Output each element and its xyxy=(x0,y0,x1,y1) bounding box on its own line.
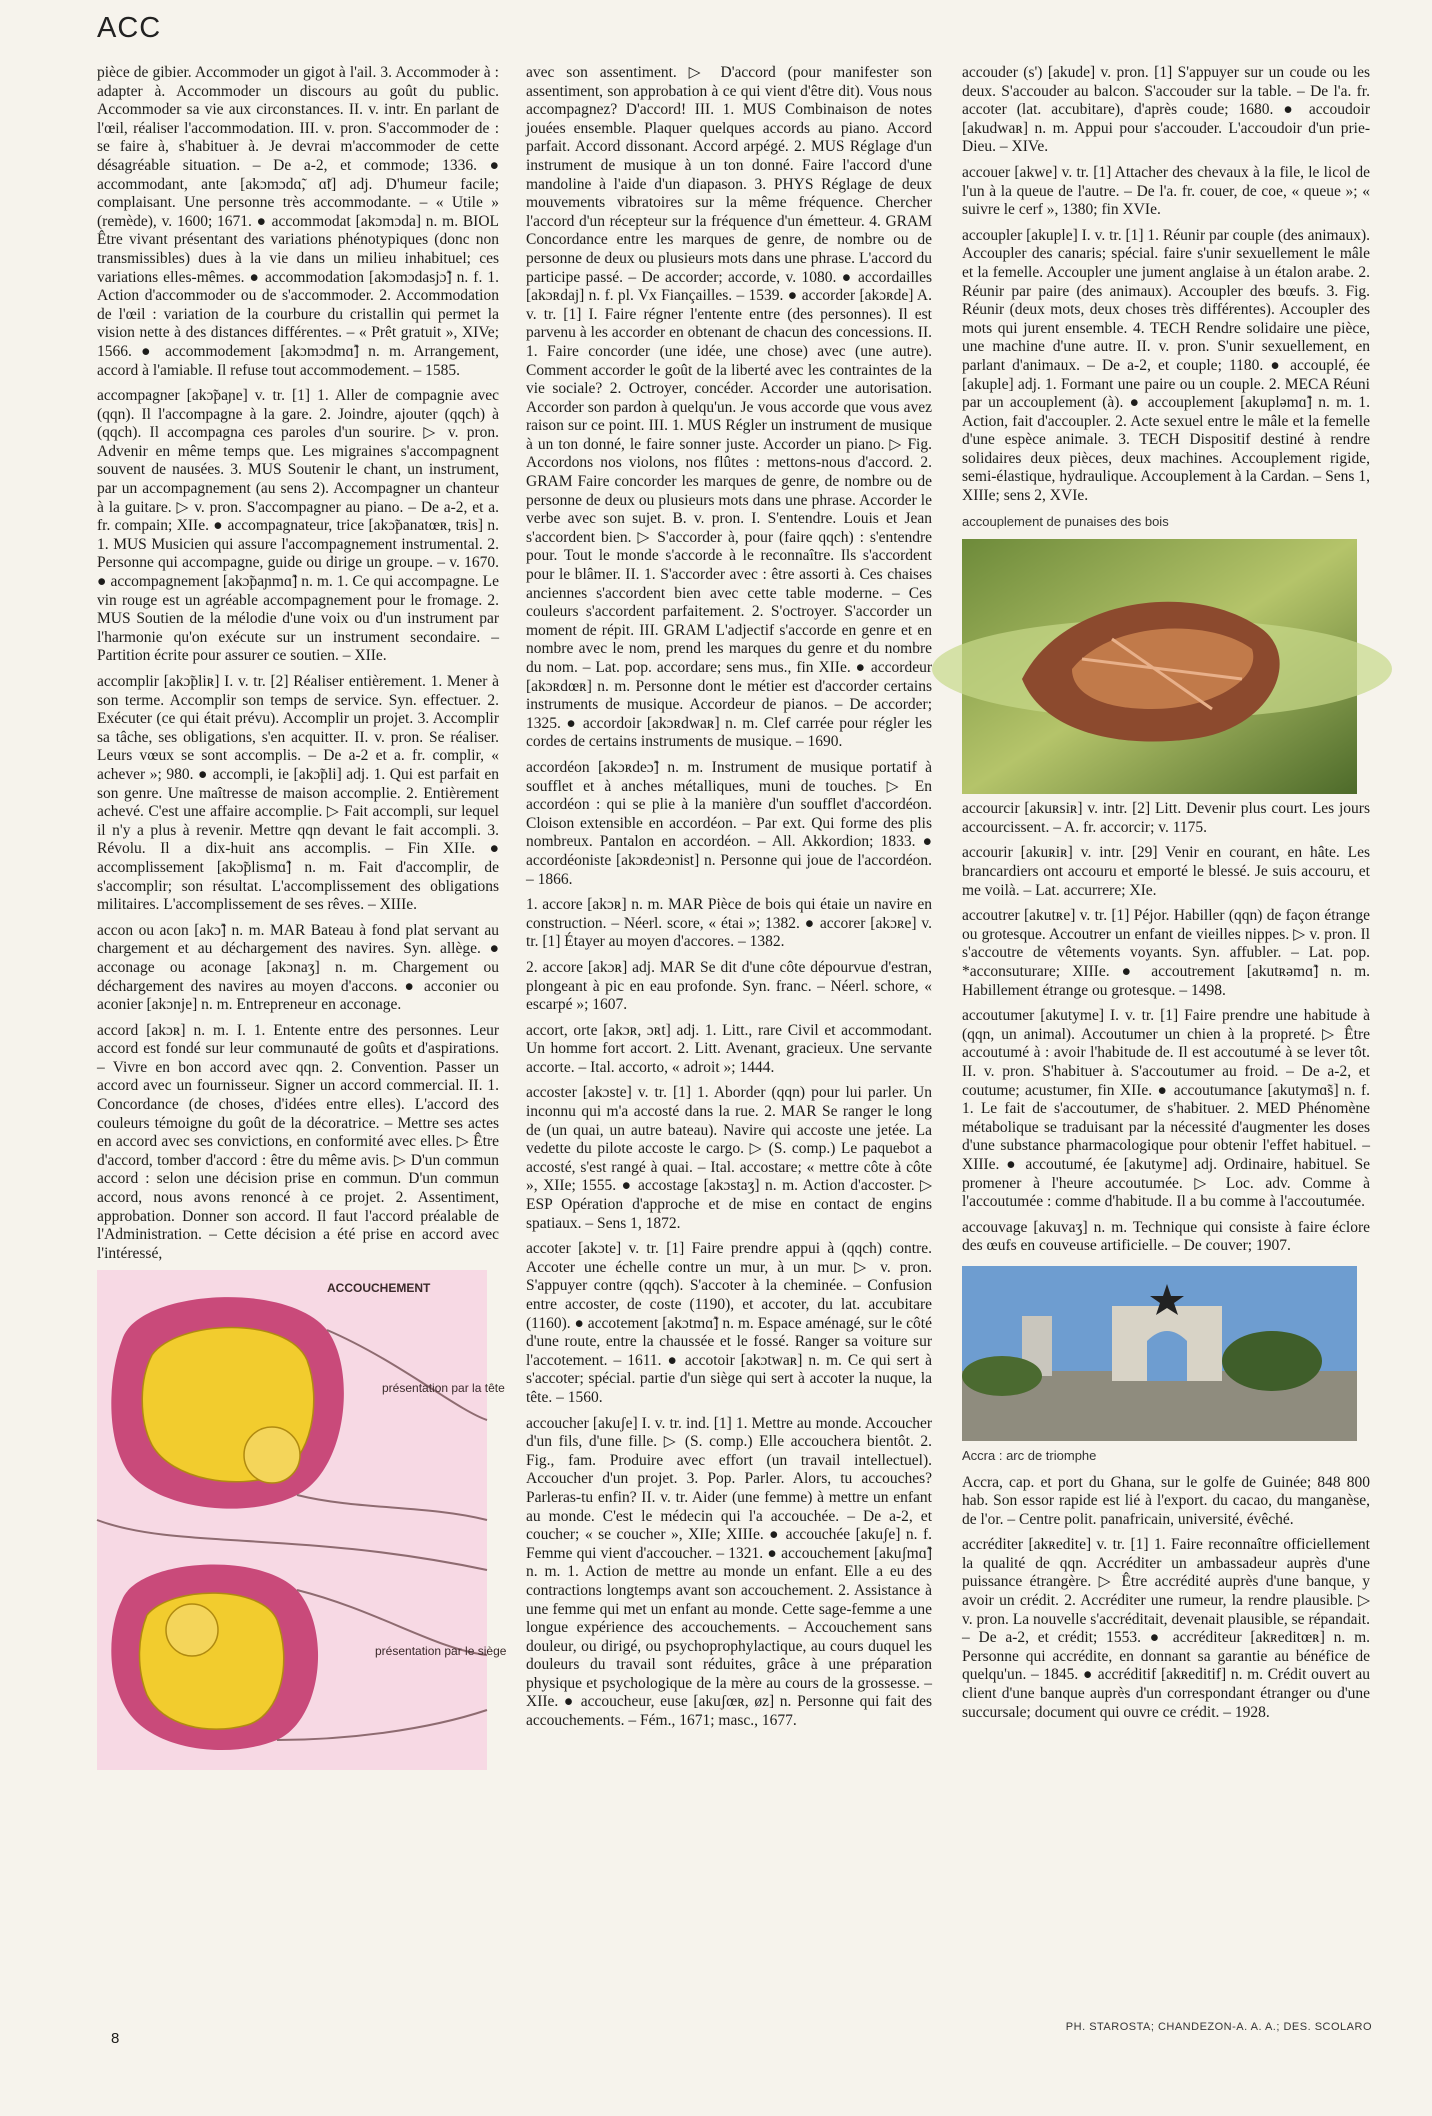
photo-credits: PH. STAROSTA; CHANDEZON-A. A. A.; DES. SCOLARO xyxy=(1065,2021,1372,2033)
entry-accoter: accoter [akɔte] v. tr. [1] Faire prendre appui à (qqch) contre. Accoter une échelle contre un mur, à un mur. ▷ v. pron. S'appuyer contre (qqch). S'accoter à la cheminée. – Confusion entre accoster, de coste (1190), et accoter, du lat. accubitare (1160). ● accotement [akɔtmɑ̃] n. m. Espace aménagé, sur le côté d'une route, entre la chaussée et le fossé. Ranger sa voiture sur l'accotement. – 1611. ● accotoir [akɔtwaʀ] n. m. Ce qui sert à s'accoter; spécial. partie d'un siège qui sert à accoter la nuque, la tête. – 1560. xyxy=(526,1240,932,1406)
fetus-head-upper xyxy=(244,1427,300,1483)
entry-accordeon: accordéon [akɔʀdeɔ̃] n. m. Instrument de musique portatif à soufflet et à anches métalliques, muni de touches. ▷ En accordéon : qui se plie à la manière d'un soufflet d'accordéon. Cloison extensible en accordéon. – Par ext. Qui forme des plis nombreux. Pantalon en accordéon. – All. Akkordion; 1833. ● accordéoniste [akɔʀdeɔnist] n. Personne qui joue de l'accordéon. – 1866. xyxy=(526,758,932,888)
entry-accomplir: accomplir [akɔ̃pliʀ] I. v. tr. [2] Réaliser entièrement. 1. Mener à son terme. Accomplir son temps de service. Syn. effectuer. 2. Exécuter (ce qui était prévu). Accomplir un projet. 3. Accomplir sa tâche, ses obligations, s'en acquitter. II. v. pron. Se réaliser. Leurs vœux se sont accomplis. – De a-2 et a. fr. complir, « achever »; 980. ● accompli, ie [akɔ̃pli] adj. 1. Qui est parfait en son genre. Une maîtresse de maison accomplie. 2. Entièrement achevé. C'est une affaire accomplie. ▷ Fait accompli, sur lequel il n'y a plus à revenir. Mettre qqn devant le fait accompli. 3. Révolu. Il a dix-huit ans accomplis. – Fin XIIe. ● accomplissement [akɔ̃plismɑ̃] n. m. Fait d'accomplir, de s'accomplir; son résultat. L'accomplissement des obligations militaires. L'accomplissement de ses rêves. – XIIIe. xyxy=(97,673,499,914)
column-1 xyxy=(97,64,507,1776)
page-header: ACC xyxy=(97,12,162,44)
entry-accommoder-cont: pièce de gibier. Accommoder un gigot à l'ail. 3. Accommoder à : adapter à. Accommoder un discours au goût du public. Accommoder sa vie aux circonstances. II. v. intr. En parlant de l'œil, réaliser l'accommodation. III. v. pron. S'accommoder de : se faire à, s'habituer à. Je devrai m'accommoder de cette désagréable situation. – De a-2, et commode; 1336. ● accommodant, ante [akɔmɔdɑ̃, ɑ̃t] adj. D'humeur facile; complaisant. Une personne très accommodante. – « Utile » (remède), v. 1600; 1671. ● accommodat [akɔmɔda] n. m. BIOL Être vivant présentant des variations phénotypiques (donc non transmissibles) dues à la vie dans un milieu inhabituel; ces variations elles-mêmes. ● accommodation [akɔmɔdasjɔ̃] n. f. 1. Action d'accommoder ou de s'accommoder. 2. Accommodation de l'œil : variation de la courbure du cristallin qui permet la vision nette à des distances différentes. – « Prêt gratuit », XIVe; 1566. ● accommodement [akɔmɔdmɑ̃] n. m. Arrangement, accord à l'amiable. Il refuse tout accommodement. – 1585. xyxy=(97,64,499,379)
entry-accouvage: accouvage [akuvaʒ] n. m. Technique qui consiste à faire éclore des œufs en couveuse artificielle. – De couver; 1907. xyxy=(962,1218,1370,1255)
entry-accort: accort, orte [akɔʀ, ɔʀt] adj. 1. Litt., rare Civil et accommodant. Un homme fort accort. 2. Litt. Avenant, gracieux. Une servante accorte. – Ital. accorto, « adroit »; 1444. xyxy=(526,1021,932,1076)
entry-accrediter: accréditer [akʀedite] v. tr. [1] 1. Faire reconnaître officiellement la qualité de qqn. Accréditer un ambassadeur auprès d'une puissance étrangère. ▷ Être accrédité auprès d'une banque, y avoir un crédit. 2. Accréditer une rumeur, la rendre plausible. ▷ v. pron. La nouvelle s'accréditait, devenait plausible, se répandait. – De a-2, et crédit; 1553. ● accréditeur [akʀeditœʀ] n. m. Personne qui accrédite, en donnant sa garantie au bénéfice de quelqu'un. – 1845. ● accréditif [akʀeditif] n. m. Crédit ouvert au client d'une banque auprès d'un correspondant étranger ou d'une succursale; document qui ouvre ce crédit. – 1928. xyxy=(962,1536,1370,1721)
childbirth-illustration xyxy=(97,1270,507,1770)
figure-accouchement xyxy=(97,1270,507,1770)
entry-accore-2: 2. accore [akɔʀ] adj. MAR Se dit d'une côte dépourvue d'estran, plongeant à pic en eau profonde. Syn. franc. – Néerl. schore, « escarpé »; 1607. xyxy=(526,958,932,1014)
entry-accoutumer: accoutumer [akutyme] I. v. tr. [1] Faire prendre une habitude à (qqn, un animal). Accoutumer un chien à la propreté. ▷ Être accoutumé à : avoir l'habitude de. Il est accoutumé à se lever tôt. II. v. pron. S'habituer à. S'accoutumer au froid. – De a-2, et coutume; acustumer, fin XIIe. ● accoutumance [akutymɑ̃s] n. f. 1. Le fait de s'accoutumer, de s'habituer. 2. MED Phénomène métabolique se traduisant par la nécessité d'augmenter les doses d'une substance pharmacologique pour obtenir l'effet habituel. – XIIIe. ● accoutumé, ée [akutyme] adj. Ordinaire, habituel. Se promener à l'heure accoutumée. ▷ Loc. adv. Comme à l'accoutumée : comme d'habitude. Il a bu comme à l'accoutumée. xyxy=(962,1007,1370,1211)
fetus-head-lower xyxy=(166,1604,218,1656)
label-breech-presentation: présentation par le siège xyxy=(375,1644,507,1659)
entry-accord-cont: avec son assentiment. ▷ D'accord (pour manifester son assentiment, son approbation à ce qui vient d'être dit). Vous nous accompagnez? D'accord! III. 1. MUS Combinaison de notes jouées ensemble. Plaquer quelques accords au piano. Accord parfait. Accord dissonant. Accord arpégé. 2. MUS Réglage d'un instrument de musique à un ton donné. Faire l'accord d'une mandoline à l'aide d'un diapason. 3. PHYS Réglage de deux mouvements vibratoires sur la même fréquence. Chercher l'accord d'un récepteur sur la fréquence d'un émetteur. 4. GRAM Concordance entre les marques de genre, de nombre ou de personne de deux ou plusieurs mots dans une phrase. L'accord du participe passé. – De accorder; accorde, v. 1080. ● accordailles [akɔʀdaj] n. f. pl. Vx Fiançailles. – 1539. ● accorder [akɔʀde] A. v. tr. [1] I. Faire régner l'entente entre (des personnes). Il est parvenu à les accorder en obtenant de chacun des concessions. II. 1. Faire concorder (une idée, une chose) avec (une autre). Comment accorder le goût de la liberté avec les contraintes de la vie sociale? 2. Octroyer, concéder. Accorder une autorisation. Accorder son pardon à quelqu'un. Je vous accorde que vous avez raison sur ce point. III. 1. MUS Régler un instrument de musique à un ton donné, le faire sonner juste. Accorder un piano. ▷ Fig. Accordons nos violons, nos flûtes : mettons-nous d'accord. 2. GRAM Faire concorder les marques de genre, de nombre ou de personne de deux ou plusieurs mots dans une phrase. Accorder le verbe avec son sujet. B. v. pron. I. S'entendre. Louis et Jean s'accordent bien. ▷ S'accorder à, pour (faire qqch) : s'entendre pour. Tout le monde s'accorde à le reconnaître. Ils s'accordent pour le blâmer. II. 1. S'accorder avec : être assorti à. Ces chaises anciennes s'accordent bien avec cette table moderne. – Ces couleurs s'accordent parfaitement. 2. S'octroyer. S'accorder un moment de répit. III. GRAM L'adjectif s'accorde en genre et en nombre avec le nom, prend les marques du genre et du nombre du nom. – Lat. pop. accordare; sens mus., fin XIIe. ● accordeur [akɔʀdœʀ] n. m. Personne dont le métier est d'accorder certains instruments de musique. Accordeur de pianos. – De accorder; 1325. ● accordoir [akɔʀdwaʀ] n. m. Clef carrée pour régler les cordes de certains instruments de musique. – 1690. xyxy=(526,64,932,751)
entry-accourcir: accourcir [akuʀsiʀ] v. intr. [2] Litt. Devenir plus court. Les jours accourcissent. – A. fr. accorcir; v. 1175. xyxy=(962,800,1370,836)
entry-accourir: accourir [akuʀiʀ] v. intr. [29] Venir en courant, en hâte. Les brancardiers ont accouru et emporté le blessé. Je suis accouru, et me voilà. – Lat. accurrere; XIe. xyxy=(962,844,1370,899)
entry-accord: accord [akɔʀ] n. m. I. 1. Entente entre des personnes. Leur accord est fondé sur leur communauté de goûts et d'aspirations. – Vivre en bon accord avec qqn. 2. Convention. Passer un accord avec un fournisseur. Signer un accord commercial. II. 1. Concordance (de choses, d'idées entre elles). L'accord des couleurs témoigne du goût de la décoratrice. – Mettre ses actes en accord avec ses convictions, en conformité avec elles. ▷ Être d'accord, tomber d'accord : être du même avis. ▷ D'un commun accord : selon une décision prise en commun. D'un commun accord, nous avons renoncé à ce projet. 2. Assentiment, approbation. Donner son accord. Il faut l'accord préalable de l'Administration. – Cette décision a été prise en accord avec l'intéressé, xyxy=(97,1021,499,1262)
entry-accon: accon ou acon [akɔ̃] n. m. MAR Bateau à fond plat servant au chargement et au déchargement des navires. Syn. allège. ● acconage ou aconage [akɔnaʒ] n. m. Chargement ou déchargement des navires au moyen d'accons. ● acconier ou aconier [akɔnje] n. m. Entrepreneur en acconage. xyxy=(97,921,499,1014)
entry-accouer: accouer [akwe] v. tr. [1] Attacher des chevaux à la file, le licol de l'un à la queue de l'autre. – De l'a. fr. couer, de coe, « queue »; « suivre le cerf », 1380; fin XVIe. xyxy=(962,163,1370,219)
bugs-photo xyxy=(962,539,1357,794)
page-number: 8 xyxy=(111,2030,120,2047)
accra-arch-photo xyxy=(962,1266,1357,1441)
entry-accoster: accoster [akɔste] v. tr. [1] 1. Aborder (qqn) pour lui parler. Un inconnu qui m'a accosté dans la rue. 2. MAR Se ranger le long de (un quai, un autre bateau). Navire qui accoste une jetée. La vedette du pilote accoste le cargo. ▷ (S. comp.) Le paquebot a accosté, s'est rangé à quai. – Ital. accostare; « mettre côte à côte », XIIe; 1555. ● accostage [akɔstaʒ] n. m. Action d'accoster. ▷ ESP Opération d'approche et de mise en contact de engins spatiaux. – Sens 1, 1872. xyxy=(526,1084,932,1232)
figure-title: ACCOUCHEMENT xyxy=(327,1281,431,1296)
entry-accoutrer: accoutrer [akutʀe] v. tr. [1] Péjor. Habiller (qqn) de façon étrange ou grotesque. Accoutrer un enfant de vieilles nippes. ▷ v. pron. Il s'accoutre de vêtements voyants. Syn. affubler. – Lat. pop. *acconsuturare; XIIIe. ● accoutrement [akutʀəmɑ̃] n. m. Habillement étrange ou grotesque. – 1498. xyxy=(962,907,1370,999)
caption-accra: Accra : arc de triomphe xyxy=(962,1447,1097,1463)
label-head-presentation: présentation par la tête xyxy=(382,1381,505,1396)
photo-accra xyxy=(962,1266,1357,1441)
column-3 xyxy=(962,64,1370,1729)
entry-accra: Accra, cap. et port du Ghana, sur le golfe de Guinée; 848 800 hab. Son essor rapide est lié à l'export. du cacao, du manganèse, de l'or. – Centre polit. panafricain, université, évêché. xyxy=(962,1473,1370,1528)
entry-accouder: accouder (s') [akude] v. pron. [1] S'appuyer sur un coude ou les deux. S'accouder au balcon. S'accouder sur la table. – De l'a. fr. accoter (lat. accubitare), d'après coude; 1680. ● accoudoir [akudwaʀ] n. m. Appui pour s'accouder. L'accoudoir d'un prie-Dieu. – XIVe. xyxy=(962,64,1370,156)
column-2 xyxy=(526,64,932,1738)
entry-accoucher: accoucher [akuʃe] I. v. tr. ind. [1] 1. Mettre au monde. Accoucher d'un fils, d'une fille. ▷ (S. comp.) Elle accouchera bientôt. 2. Fig., fam. Produire avec effort (un travail intellectuel). Accoucher d'un projet. 3. Pop. Parler. Alors, tu accouches? Parleras-tu enfin? II. v. tr. Aider (une femme) à mettre un enfant au monde. C'est le médecin qui l'a accouchée. – De a-2, et coucher; « se coucher », XIIe; XIIIe. ● accouchée [akuʃe] n. f. Femme qui vient d'accoucher. – 1321. ● accouchement [akuʃmɑ̃] n. m. 1. Action de mettre au monde un enfant. Elle a eu des contractions longtemps avant son accouchement. 2. Assistance à une femme qui met un enfant au monde. Cette sage-femme a une longue expérience des accouchements. – Accouchement sans douleur, ou dirigé, ou psychoprophylactique, au cours duquel les douleurs du travail sont réduites, grâce à une préparation physique et psychologique de la mère au cours de la grossesse. – XIIe. ● accoucheur, euse [akuʃœʀ, øz] n. Personne qui fait des accouchements. – Fém., 1671; masc., 1677. xyxy=(526,1414,932,1730)
photo-punaises xyxy=(962,539,1357,794)
caption-punaises: accouplement de punaises des bois xyxy=(962,513,1169,529)
entry-accoupler: accoupler [akuple] I. v. tr. [1] 1. Réunir par couple (des animaux). Accoupler des canaris; spécial. faire s'unir sexuellement le mâle et la femelle. Accoupler une jument anglaise à un étalon arabe. 2. Réunir par paire (des animaux). Accoupler des bœufs. 3. Fig. Réunir (deux mots, deux choses très différentes). Accoupler des mots qui jurent ensemble. 4. TECH Rendre solidaire une pièce, une machine d'une autre. II. v. pron. S'unir sexuellement, en parlant d'animaux. – De a-2, et couple; 1180. ● accouplé, ée [akuple] adj. 1. Formant une paire ou un couple. 2. MECA Réuni par un accouplement (à). ● accouplement [akupləmɑ̃] n. m. 1. Action, fait d'accoupler. 2. Acte sexuel entre le mâle et la femelle d'une espèce animale. 3. TECH Dispositif destiné à rendre solidaires deux pièces, deux machines. Accouplement rigide, semi-élastique, hydraulique. Accouplement à la Cardan. – Sens 1, XIIIe; sens 2, XVIe. xyxy=(962,226,1370,505)
entry-accore-1: 1. accore [akɔʀ] n. m. MAR Pièce de bois qui étaie un navire en construction. – Néerl. score, « étai »; 1382. ● accorer [akɔʀe] v. tr. [1] Étayer au moyen d'accores. – 1382. xyxy=(526,896,932,951)
entry-accompagner: accompagner [akɔ̃paɲe] v. tr. [1] 1. Aller de compagnie avec (qqn). Il l'accompagne à la gare. 2. Joindre, ajouter (qqch) à (qqch). Il accompagna ces paroles d'un sourire. ▷ v. pron. Advenir en même temps que. Les migraines s'accompagnent souvent de nausées. 3. MUS Soutenir le chant, un instrument, par un accompagnement (au sens 2). Accompagner un chanteur à la guitare. ▷ v. pron. S'accompagner au piano. – De a-2, et a. fr. compain; XIIe. ● accompagnateur, trice [akɔ̃panatœʀ, tʀis] n. 1. MUS Musicien qui assure l'accompagnement instrumental. 2. Personne qui accompagne, guide ou dirige un groupe. – v. 1670. ● accompagnement [akɔ̃paɲmɑ̃] n. m. 1. Ce qui accompagne. Le vin rouge est un agréable accompagnement pour le fromage. 2. MUS Soutien de la mélodie d'une voix ou d'un instrument par l'harmonie qu'on exécute sur un instrument secondaire. – Partition écrite pour assurer ce soutien. – XIIe. xyxy=(97,387,499,665)
